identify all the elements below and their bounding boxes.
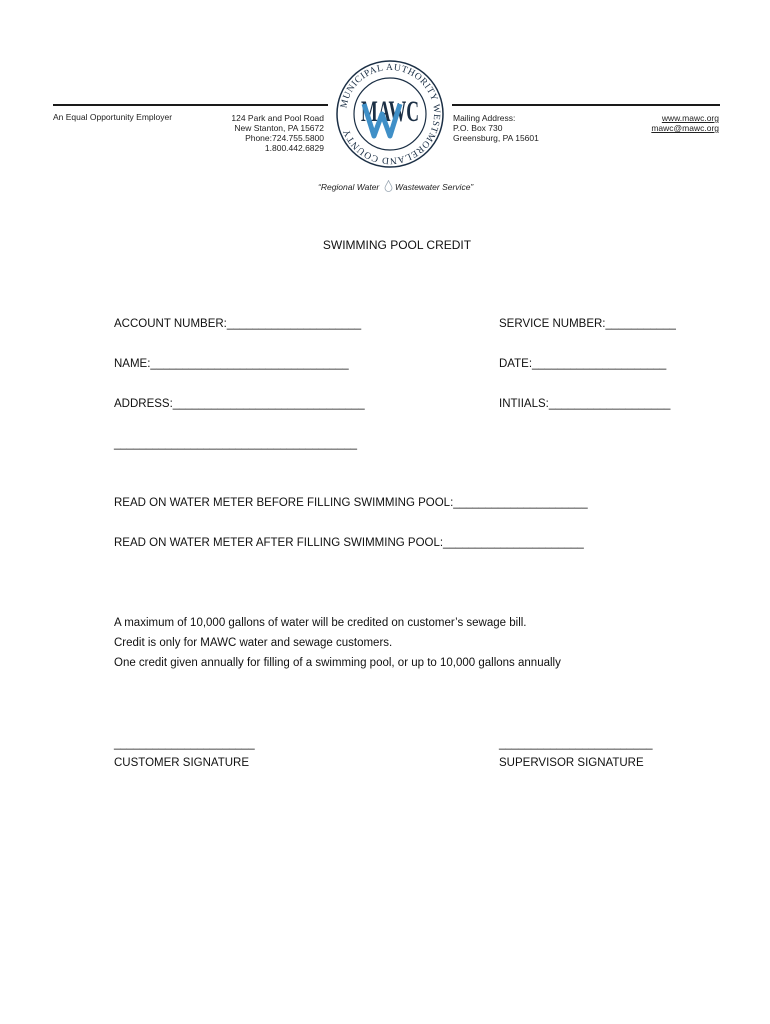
street-address [200,113,324,153]
date-field[interactable]: DATE:_____________________ [499,358,667,370]
web-contact [600,113,719,133]
tagline-left: “Regional Water [318,182,380,192]
mailing-line: P.O. Box 730 [453,123,503,133]
account-number-field[interactable]: ACCOUNT NUMBER:_____________________ [114,318,362,330]
water-drop-icon [384,180,393,192]
header-rule-left [53,104,328,106]
website-link[interactable]: www.mawc.org [661,113,719,123]
mailing-line: Mailing Address: [453,113,516,123]
address-line: 124 Park and Pool Road [231,113,324,123]
form-title: SWIMMING POOL CREDIT [322,238,472,252]
meter-read-before-field[interactable]: READ ON WATER METER BEFORE FILLING SWIMMING POOL:_____________________ [114,497,588,509]
mailing-address [453,113,539,143]
address-field[interactable]: ADDRESS:______________________________ [114,398,365,410]
supervisor-signature-label: SUPERVISOR SIGNATURE [499,757,644,769]
note-line: Credit is only for MAWC water and sewage customers. [114,637,393,649]
name-field[interactable]: NAME:_______________________________ [114,358,349,370]
customer-signature-line[interactable]: ______________________ [114,738,255,750]
equal-opportunity-text: An Equal Opportunity Employer [53,112,173,122]
address-line-2-field[interactable]: ______________________________________ [114,438,358,450]
seal-letters: MAWC [361,95,419,128]
service-number-field[interactable]: SERVICE NUMBER:___________ [499,318,676,330]
note-line: A maximum of 10,000 gallons of water will be credited on customer’s sewage bill. [114,617,527,629]
mailing-line: Greensburg, PA 15601 [453,133,539,143]
address-line: New Stanton, PA 15672 [234,123,324,133]
supervisor-signature-line[interactable]: ________________________ [499,738,653,750]
address-line: 1.800.442.6829 [264,143,324,153]
header-rule-right [452,104,720,106]
address-line: Phone:724.755.5800 [245,133,324,143]
initials-field[interactable]: INTIIALS:___________________ [499,398,671,410]
tagline-right: Wastewater Service” [395,182,474,192]
meter-read-after-field[interactable]: READ ON WATER METER AFTER FILLING SWIMMING POOL:______________________ [114,537,584,549]
note-line: One credit given annually for filling of a swimming pool, or up to 10,000 gallons annually [114,657,561,669]
customer-signature-label: CUSTOMER SIGNATURE [114,757,250,769]
email-link[interactable]: mawc@mawc.org [651,123,719,133]
seal-ring-text: MUNICIPAL AUTHORITY WESTMORELAND COUNTY [339,62,442,166]
mawc-logo-seal [334,58,446,170]
